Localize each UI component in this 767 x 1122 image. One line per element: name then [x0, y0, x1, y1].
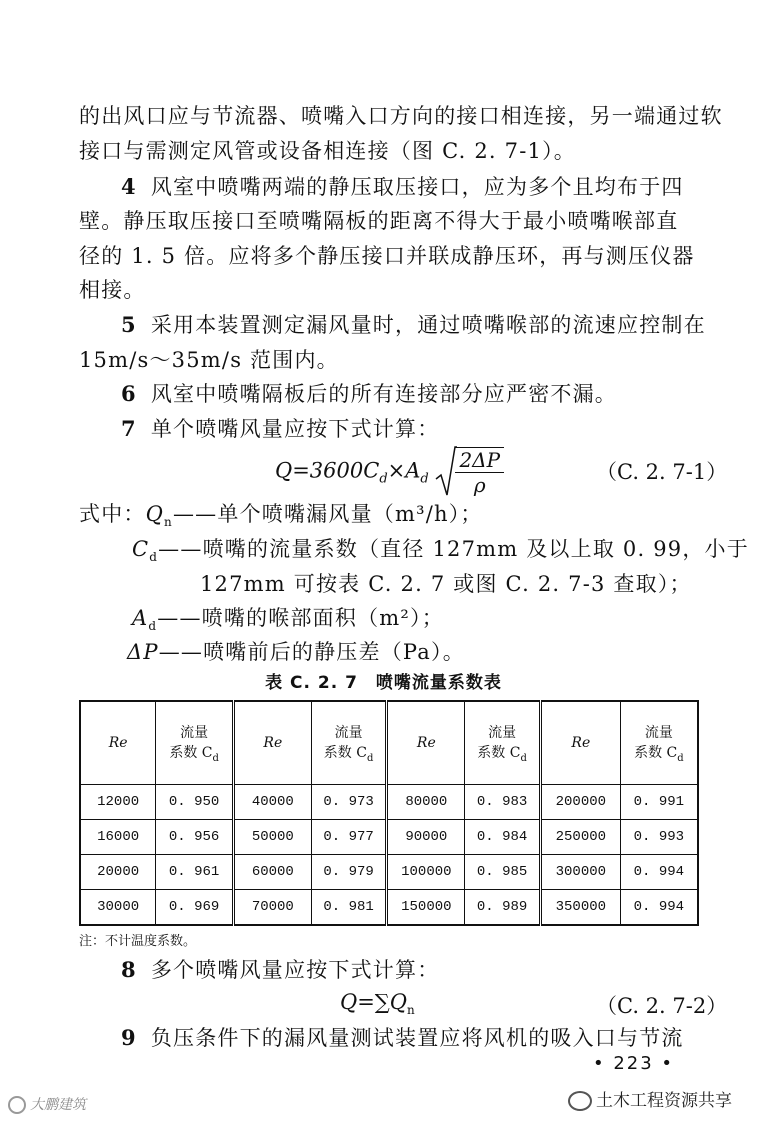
table-cell: 0. 979: [311, 855, 387, 890]
table-note: 注：不计温度系数。: [79, 934, 197, 949]
table-cell: 0. 981: [311, 890, 387, 926]
table-cell: 300000: [540, 855, 620, 890]
paragraph-line: 壁。静压取压接口至喷嘴隔板的距离不得大于最小喷嘴喉部直: [79, 209, 679, 233]
item-number: 7: [121, 416, 137, 441]
table-cell: 12000: [80, 785, 156, 820]
equation-number: （C. 2. 7-2）: [596, 994, 728, 1018]
table-cell: 0. 994: [620, 855, 698, 890]
header-re: Re: [80, 701, 156, 785]
fraction: $\frac{2\Delta P}{\rho}$: [455, 447, 504, 497]
definition-qn: 式中：$Q_n——$单个喷嘴漏风量（m³/h）；: [79, 502, 483, 530]
item-number: 5: [121, 312, 137, 337]
definition-ad: $A_d——$喷嘴的喉部面积（m²）；: [132, 606, 444, 634]
item-6: 6 风室中喷嘴隔板后的所有连接部分应严密不漏。: [121, 381, 618, 406]
paragraph-line: 的出风口应与节流器、喷嘴入口方向的接口相连接，另一端通过软: [79, 104, 723, 128]
table-cell: 0. 977: [311, 820, 387, 855]
logo-icon: [8, 1096, 26, 1114]
table-cell: 60000: [233, 855, 311, 890]
table-cell: 100000: [387, 855, 465, 890]
header-cd: 流量 系数 $C_d$: [311, 701, 387, 785]
definition-cd-cont: 127mm 可按表 C. 2. 7 或图 C. 2. 7-3 查取）；: [200, 572, 692, 596]
table-cell: 0. 956: [156, 820, 234, 855]
paragraph-line: 接口与需测定风管或设备相连接（图 C. 2. 7-1）。: [79, 139, 576, 163]
paragraph-line: 15m/s～35m/s 范围内。: [79, 348, 339, 372]
formula-c-2-7-2: $Q=\sum Q_n$: [340, 990, 415, 1018]
table-row: [80, 785, 698, 820]
header-cd: 流量 系数 $C_d$: [465, 701, 541, 785]
item-number: 9: [121, 1025, 137, 1050]
item-9: 9 负压条件下的漏风量测试装置应将风机的吸入口与节流: [121, 1025, 684, 1050]
item-number: 6: [121, 381, 137, 406]
table-cell: 90000: [387, 820, 465, 855]
table-row: [80, 855, 698, 890]
header-cd: 流量 系数 $C_d$: [620, 701, 698, 785]
table-cell: 0. 983: [465, 785, 541, 820]
table-cell: 70000: [233, 890, 311, 926]
watermark-right: 土木工程资源共享: [568, 1086, 732, 1111]
definition-cd: $C_d——$喷嘴的流量系数（直径 127mm 及以上取 0. 99，小于: [132, 537, 749, 565]
wechat-icon: [568, 1091, 592, 1111]
header-re: Re: [540, 701, 620, 785]
table-cell: 50000: [233, 820, 311, 855]
table-row: [80, 890, 698, 926]
table-cell: 40000: [233, 785, 311, 820]
table-cell: 250000: [540, 820, 620, 855]
table-cell: 0. 985: [465, 855, 541, 890]
table-cell: 0. 969: [156, 890, 234, 926]
item-number: 4: [121, 174, 137, 199]
table-cell: 80000: [387, 785, 465, 820]
table-cell: 30000: [80, 890, 156, 926]
table-cell: 0. 991: [620, 785, 698, 820]
table-cell: 350000: [540, 890, 620, 926]
item-4: 4 风室中喷嘴两端的静压取压接口，应为多个且均布于四: [121, 174, 684, 199]
table-row: [80, 820, 698, 855]
coefficient-table: [79, 700, 699, 926]
sqrt-symbol: [435, 445, 504, 499]
paragraph-line: 相接。: [79, 278, 146, 302]
item-8: 8 多个喷嘴风量应按下式计算：: [121, 957, 440, 982]
header-cd: 流量 系数 $C_d$: [156, 701, 234, 785]
definition-dp: ΔP——喷嘴前后的静压差（Pa）。: [127, 640, 465, 664]
table-cell: 0. 961: [156, 855, 234, 890]
page-number: • 223 •: [593, 1053, 675, 1074]
radical-icon: [435, 445, 457, 499]
table-cell: 0. 989: [465, 890, 541, 926]
table-cell: 0. 984: [465, 820, 541, 855]
item-number: 8: [121, 957, 137, 982]
table-cell: 150000: [387, 890, 465, 926]
equation-number: （C. 2. 7-1）: [596, 460, 728, 484]
table-header-row: [80, 701, 698, 785]
table-cell: 0. 993: [620, 820, 698, 855]
formula-c-2-7-1: $Q=3600C_d\times A_d$ $\frac{2\Delta P}{\rho}$: [275, 445, 504, 499]
table-cell: 0. 973: [311, 785, 387, 820]
table-cell: 16000: [80, 820, 156, 855]
item-7: 7 单个喷嘴风量应按下式计算：: [121, 416, 440, 441]
watermark-left: 大鹏建筑: [8, 1094, 86, 1114]
item-5: 5 采用本装置测定漏风量时，通过喷嘴喉部的流速应控制在: [121, 312, 706, 337]
header-re: Re: [387, 701, 465, 785]
table-cell: 0. 950: [156, 785, 234, 820]
table-cell: 200000: [540, 785, 620, 820]
table-cell: 0. 994: [620, 890, 698, 926]
table-title: 表 C. 2. 7 喷嘴流量系数表: [265, 673, 502, 693]
header-re: Re: [233, 701, 311, 785]
paragraph-line: 径的 1. 5 倍。应将多个静压接口并联成静压环，再与测压仪器: [79, 244, 695, 268]
table-cell: 20000: [80, 855, 156, 890]
